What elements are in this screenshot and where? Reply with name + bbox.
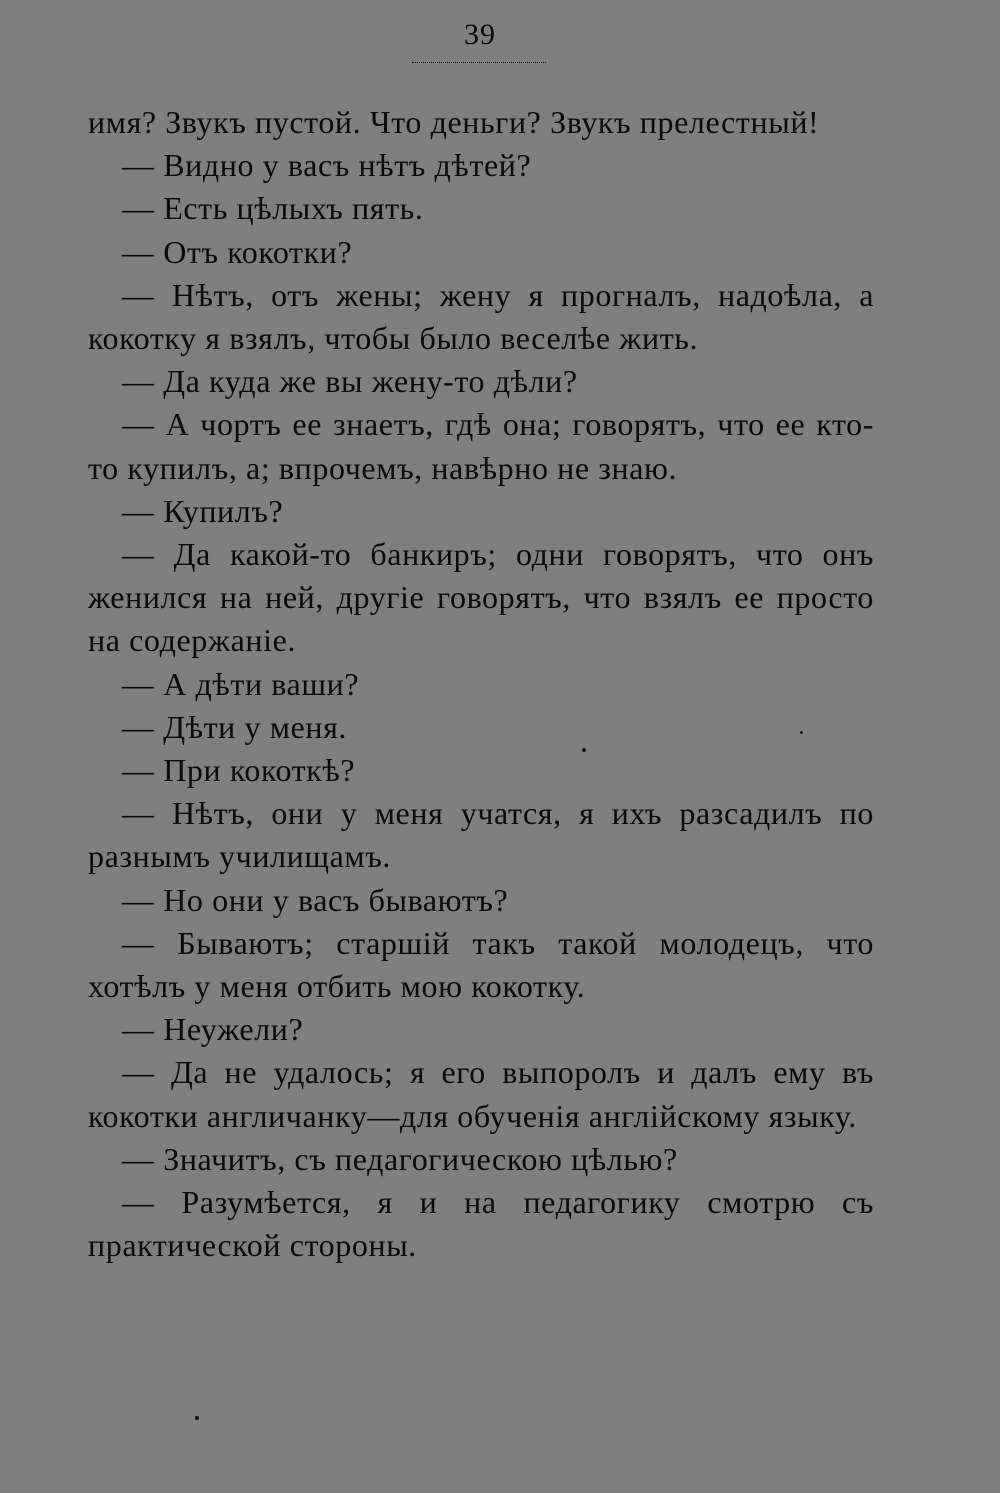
ink-speck <box>582 748 586 752</box>
dialogue-line: — А чортъ ее знаетъ, гдѣ она; говорятъ, что ее кто-то купилъ, а; впрочемъ, навѣрно не знаю. <box>88 406 874 486</box>
dialogue-line: — Видно у васъ нѣтъ дѣтей? <box>122 147 532 184</box>
dialogue-line: — Дѣти у меня. <box>122 708 348 745</box>
dialogue-line: — Есть цѣлыхъ пять. <box>122 190 424 227</box>
ink-speck <box>195 1416 199 1420</box>
dialogue-line: — Нѣтъ, они у меня учатся, я ихъ разсадилъ по разнымъ училищамъ. <box>88 795 874 875</box>
dialogue-line: — Разумѣется, я и на педагогику смотрю съ практической стороны. <box>88 1184 874 1264</box>
dialogue-line: — Да куда же вы жену-то дѣли? <box>122 363 578 400</box>
dialogue-line: — Бываютъ; старшій такъ такой молодецъ, что хотѣлъ у меня отбить мою кокотку. <box>88 924 874 1005</box>
dialogue-line: — Да не удалось; я его выпоролъ и далъ ему въ кокотки англичанку—для обученія англійскому языку. <box>88 1054 874 1134</box>
dialogue-line: — Нѣтъ, отъ жены; жену я прогналъ, надоѣла, а кокотку я взялъ, чтобы было веселѣе жить. <box>88 276 874 357</box>
page-number: 39 <box>464 18 496 51</box>
dialogue-line: — А дѣти ваши? <box>122 665 360 702</box>
dialogue-line: — Но они у васъ бываютъ? <box>122 881 509 918</box>
dialogue-line: — Значитъ, съ педагогическою цѣлью? <box>122 1140 678 1177</box>
dialogue-line: — Неужели? <box>122 1011 304 1048</box>
header-rule <box>412 62 546 63</box>
dialogue-line: — Отъ кокотки? <box>122 233 353 270</box>
dialogue-line: — Да какой-то банкиръ; одни говорятъ, что онъ женился на ней, другіе говорятъ, что взялъ ее просто на содержаніе. <box>88 536 874 659</box>
paragraph: имя? Звукъ пустой. Что деньги? Звукъ прелестный! <box>88 104 820 140</box>
dialogue-line: — При кокоткѣ? <box>122 752 356 789</box>
page-text <box>88 101 874 1267</box>
dialogue-line: — Купилъ? <box>122 492 284 529</box>
ink-speck <box>800 731 803 734</box>
